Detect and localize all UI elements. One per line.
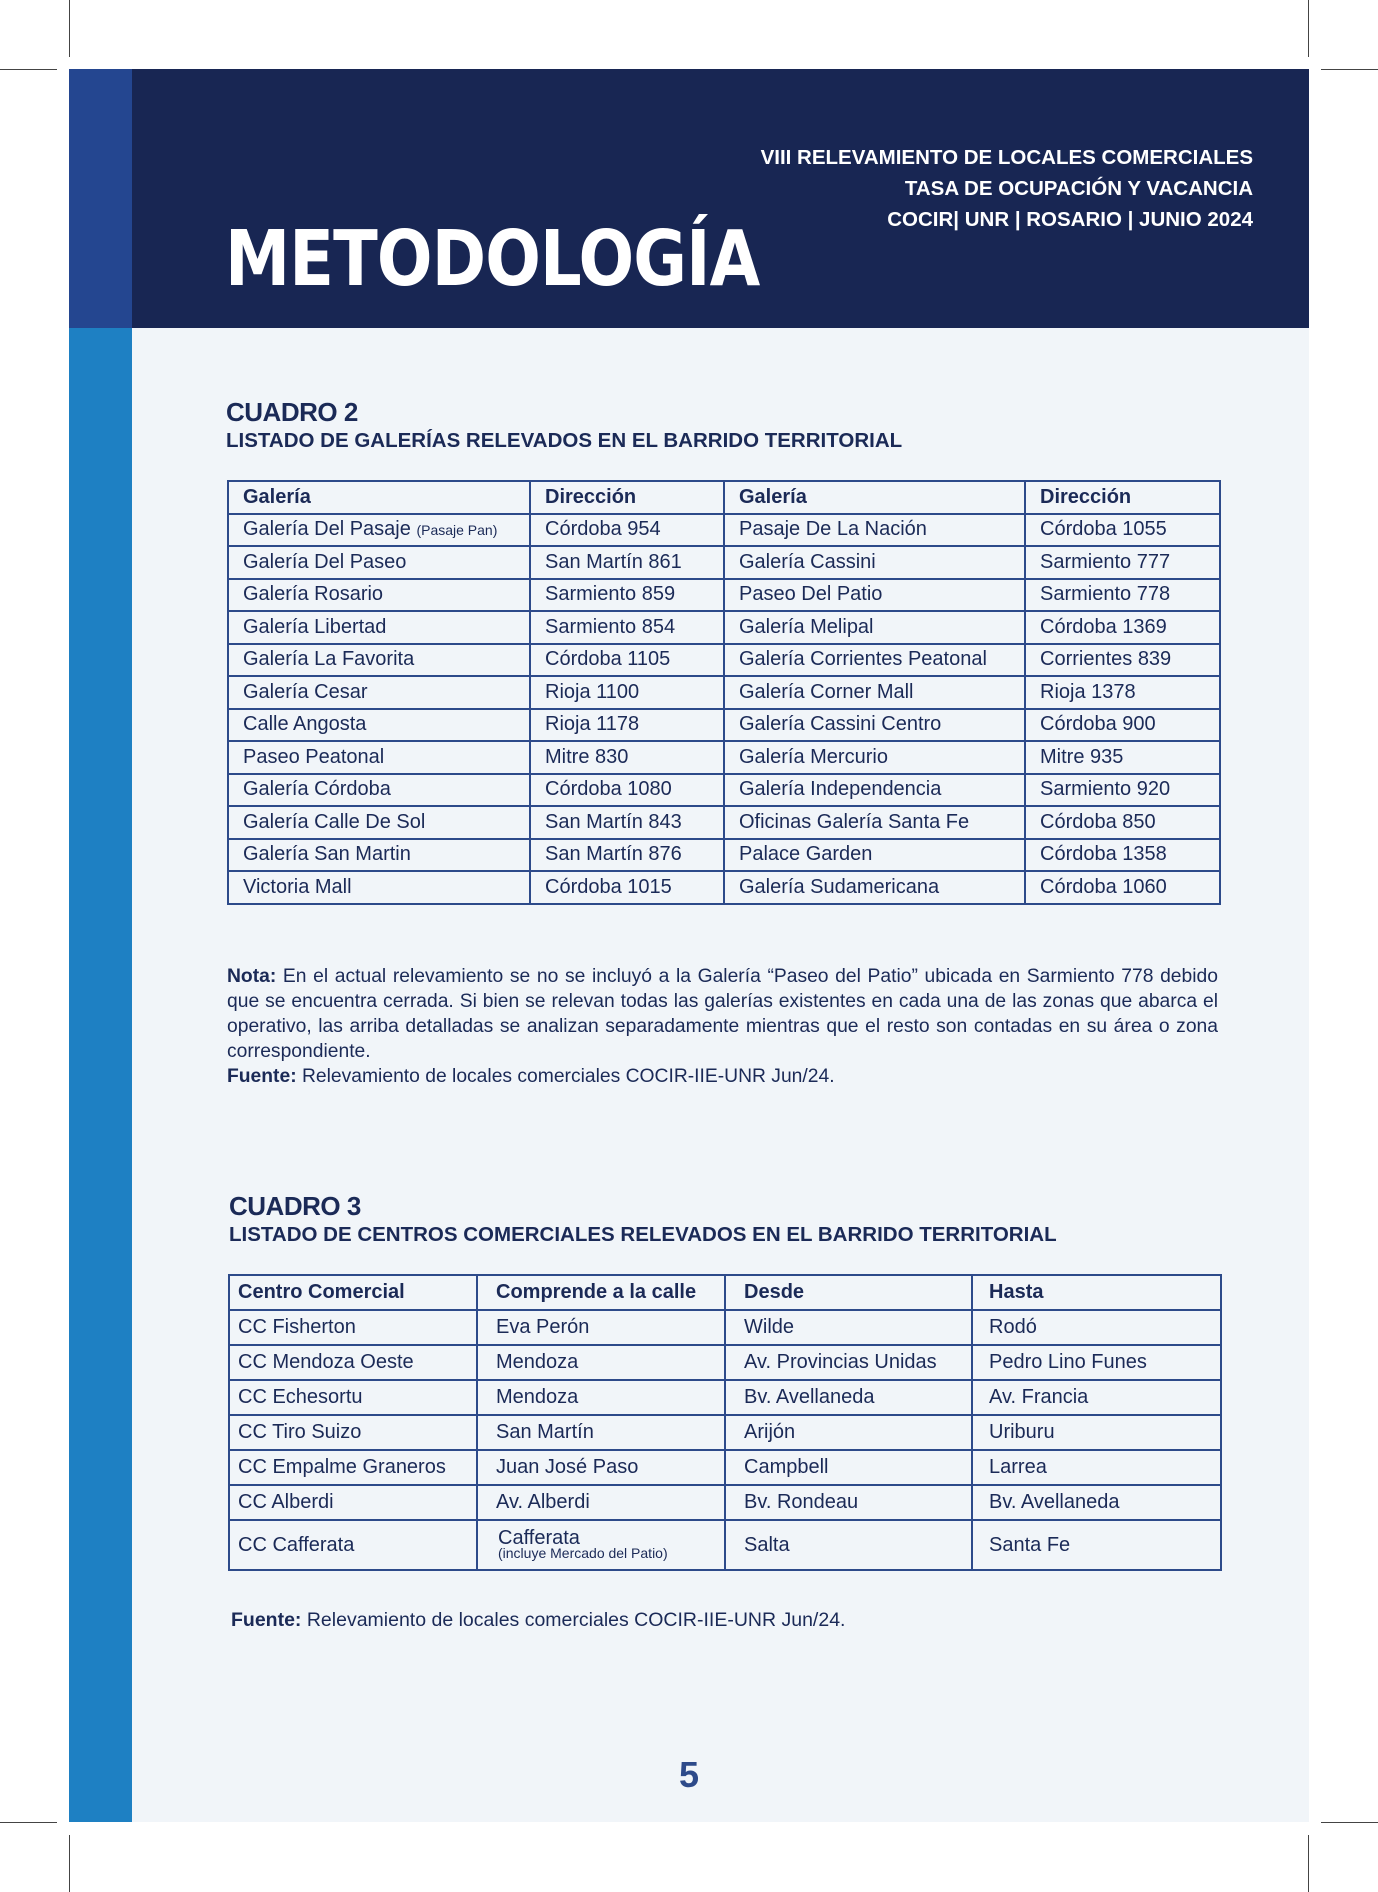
table-cell: Sarmiento 778	[1025, 579, 1220, 612]
table-cell: Galería Mercurio	[724, 741, 1025, 774]
report-info-line: COCIR| UNR | ROSARIO | JUNIO 2024	[887, 208, 1253, 231]
table-cell: Av. Francia	[972, 1380, 1221, 1415]
column-header: Hasta	[972, 1275, 1221, 1310]
column-header: Desde	[725, 1275, 972, 1310]
table-header-row	[229, 1275, 1221, 1310]
table-cell: Mitre 830	[530, 741, 724, 774]
table-cell: Uriburu	[972, 1415, 1221, 1450]
table-cell: Santa Fe	[972, 1520, 1221, 1570]
table-cell: CC Alberdi	[229, 1485, 477, 1520]
note-label: Nota:	[227, 966, 277, 987]
cell-note: (incluye Mercado del Patio)	[498, 1544, 668, 1561]
side-band-dark	[69, 69, 132, 328]
table-cell: Rioja 1378	[1025, 676, 1220, 709]
crop-mark	[1308, 0, 1309, 57]
table-row	[228, 741, 1220, 774]
table-cell: Córdoba 1358	[1025, 839, 1220, 872]
table-cell: Av. Alberdi	[477, 1485, 725, 1520]
cuadro2-subtitle: LISTADO DE GALERÍAS RELEVADOS EN EL BARRIDO TERRITORIAL	[226, 429, 903, 452]
table-cell: Sarmiento 854	[530, 611, 724, 644]
table-row	[228, 546, 1220, 579]
table-row	[228, 579, 1220, 612]
table-cell: Pedro Lino Funes	[972, 1345, 1221, 1380]
table-cell: CC Cafferata	[229, 1520, 477, 1570]
table-row	[228, 774, 1220, 807]
table-cell: Av. Provincias Unidas	[725, 1345, 972, 1380]
table-cell: Galería La Favorita	[228, 644, 530, 677]
table-row	[229, 1310, 1221, 1345]
table-cell: Bv. Avellaneda	[972, 1485, 1221, 1520]
table-cell: Paseo Peatonal	[228, 741, 530, 774]
table-cell: Bv. Rondeau	[725, 1485, 972, 1520]
table-row	[229, 1380, 1221, 1415]
galerias-table	[227, 480, 1221, 905]
column-header: Centro Comercial	[229, 1275, 477, 1310]
table-cell: San Martín 876	[530, 839, 724, 872]
table-cell: San Martín 843	[530, 806, 724, 839]
crop-mark	[1321, 1822, 1378, 1823]
table-cell: Sarmiento 859	[530, 579, 724, 612]
table-cell: CC Empalme Graneros	[229, 1450, 477, 1485]
cell-note: (Pasaje Pan)	[416, 522, 498, 539]
table-cell	[228, 514, 530, 547]
cuadro2-title: CUADRO 2	[226, 397, 358, 427]
table-row	[228, 644, 1220, 677]
table-cell: Sarmiento 777	[1025, 546, 1220, 579]
table-cell: Campbell	[725, 1450, 972, 1485]
source-label: Fuente:	[227, 1066, 297, 1087]
table-cell: Galería Independencia	[724, 774, 1025, 807]
table-cell: Mendoza	[477, 1345, 725, 1380]
table-row	[229, 1485, 1221, 1520]
cuadro3-source	[231, 1608, 845, 1633]
table-cell: Galería Rosario	[228, 579, 530, 612]
table-cell: Juan José Paso	[477, 1450, 725, 1485]
cell-text: Cafferata	[498, 1526, 580, 1549]
table-row	[229, 1520, 1221, 1570]
table-cell: Córdoba 900	[1025, 709, 1220, 742]
column-header: Dirección	[1025, 481, 1220, 514]
table-cell: Galería Cassini Centro	[724, 709, 1025, 742]
column-header: Comprende a la calle	[477, 1275, 725, 1310]
table-cell: Galería Melipal	[724, 611, 1025, 644]
centros-comerciales-table	[228, 1274, 1222, 1571]
table-row	[228, 839, 1220, 872]
report-info-line: TASA DE OCUPACIÓN Y VACANCIA	[904, 177, 1253, 200]
table-header-row	[228, 481, 1220, 514]
table-cell: Galería Calle De Sol	[228, 806, 530, 839]
table-cell: Córdoba 1105	[530, 644, 724, 677]
table-cell: Oficinas Galería Santa Fe	[724, 806, 1025, 839]
table-cell: Sarmiento 920	[1025, 774, 1220, 807]
table-row	[228, 806, 1220, 839]
table-cell: Córdoba 954	[530, 514, 724, 547]
table-cell: CC Echesortu	[229, 1380, 477, 1415]
table-cell: Calle Angosta	[228, 709, 530, 742]
table-cell: Eva Perón	[477, 1310, 725, 1345]
table-cell: Rodó	[972, 1310, 1221, 1345]
table-cell	[477, 1520, 725, 1570]
table-cell: Galería Sudamericana	[724, 871, 1025, 904]
cuadro3-subtitle: LISTADO DE CENTROS COMERCIALES RELEVADOS EN EL BARRIDO TERRITORIAL	[229, 1223, 1057, 1246]
cell-text: Galería Del Pasaje	[243, 518, 411, 541]
table-row	[228, 611, 1220, 644]
report-info-line: VIII RELEVAMIENTO DE LOCALES COMERCIALES	[760, 146, 1253, 169]
table-cell: CC Tiro Suizo	[229, 1415, 477, 1450]
table-cell: Córdoba 1060	[1025, 871, 1220, 904]
table-cell: Córdoba 1015	[530, 871, 724, 904]
crop-mark	[69, 0, 70, 57]
table-row	[228, 514, 1220, 547]
note-text: En el actual relevamiento se no se incluyó a la Galería “Paseo del Patio” ubicada en Sarmiento 778 debido que se encuentra cerrada. Si bien se relevan todas las galerías existentes en cada una de las zonas que abarca el operativo, las arriba detalladas se analizan separadamente mientras que el resto son contadas en su área o zona correspondiente.	[227, 966, 1218, 1062]
source-text: Relevamiento de locales comerciales COCIR-IIE-UNR Jun/24.	[296, 1066, 835, 1087]
table-cell: Rioja 1100	[530, 676, 724, 709]
table-cell: Galería Libertad	[228, 611, 530, 644]
table-cell: San Martín 861	[530, 546, 724, 579]
source-label: Fuente:	[231, 1609, 302, 1631]
table-cell: Galería Corrientes Peatonal	[724, 644, 1025, 677]
table-cell: Galería Cesar	[228, 676, 530, 709]
cuadro2-note	[227, 964, 1218, 1089]
table-row	[229, 1450, 1221, 1485]
table-cell: San Martín	[477, 1415, 725, 1450]
cuadro2-heading	[226, 397, 902, 455]
table-cell: Larrea	[972, 1450, 1221, 1485]
table-cell: Galería Corner Mall	[724, 676, 1025, 709]
column-header: Galería	[228, 481, 530, 514]
side-band-light	[69, 328, 132, 1822]
table-cell: Córdoba 1055	[1025, 514, 1220, 547]
table-cell: Córdoba 1080	[530, 774, 724, 807]
table-cell: Arijón	[725, 1415, 972, 1450]
table-row	[228, 709, 1220, 742]
report-info	[761, 142, 1253, 235]
table-cell: Galería Córdoba	[228, 774, 530, 807]
table-cell: Corrientes 839	[1025, 644, 1220, 677]
page-title: METODOLOGÍA	[225, 215, 760, 304]
crop-mark	[1321, 69, 1378, 70]
table-cell: Rioja 1178	[530, 709, 724, 742]
crop-mark	[0, 69, 57, 70]
column-header: Galería	[724, 481, 1025, 514]
source-text: Relevamiento de locales comerciales COCIR-IIE-UNR Jun/24.	[301, 1609, 846, 1631]
table-cell: CC Mendoza Oeste	[229, 1345, 477, 1380]
table-row	[228, 676, 1220, 709]
table-cell: Palace Garden	[724, 839, 1025, 872]
table-cell: Bv. Avellaneda	[725, 1380, 972, 1415]
column-header: Dirección	[530, 481, 724, 514]
table-cell: Galería San Martin	[228, 839, 530, 872]
crop-mark	[69, 1835, 70, 1892]
page-number: 5	[678, 1754, 700, 1795]
table-row	[228, 871, 1220, 904]
table-cell: Pasaje De La Nación	[724, 514, 1025, 547]
table-cell: Wilde	[725, 1310, 972, 1345]
table-cell: Mitre 935	[1025, 741, 1220, 774]
crop-mark	[1308, 1835, 1309, 1892]
table-cell: Salta	[725, 1520, 972, 1570]
table-cell: CC Fisherton	[229, 1310, 477, 1345]
table-cell: Galería Cassini	[724, 546, 1025, 579]
table-cell: Paseo Del Patio	[724, 579, 1025, 612]
table-cell: Mendoza	[477, 1380, 725, 1415]
crop-mark	[0, 1822, 57, 1823]
cuadro3-heading	[229, 1191, 1057, 1249]
page-header	[132, 69, 1309, 328]
table-cell: Galería Del Paseo	[228, 546, 530, 579]
table-row	[229, 1345, 1221, 1380]
table-cell: Córdoba 850	[1025, 806, 1220, 839]
table-cell: Victoria Mall	[228, 871, 530, 904]
table-row	[229, 1415, 1221, 1450]
cuadro3-title: CUADRO 3	[229, 1191, 361, 1221]
table-cell: Córdoba 1369	[1025, 611, 1220, 644]
